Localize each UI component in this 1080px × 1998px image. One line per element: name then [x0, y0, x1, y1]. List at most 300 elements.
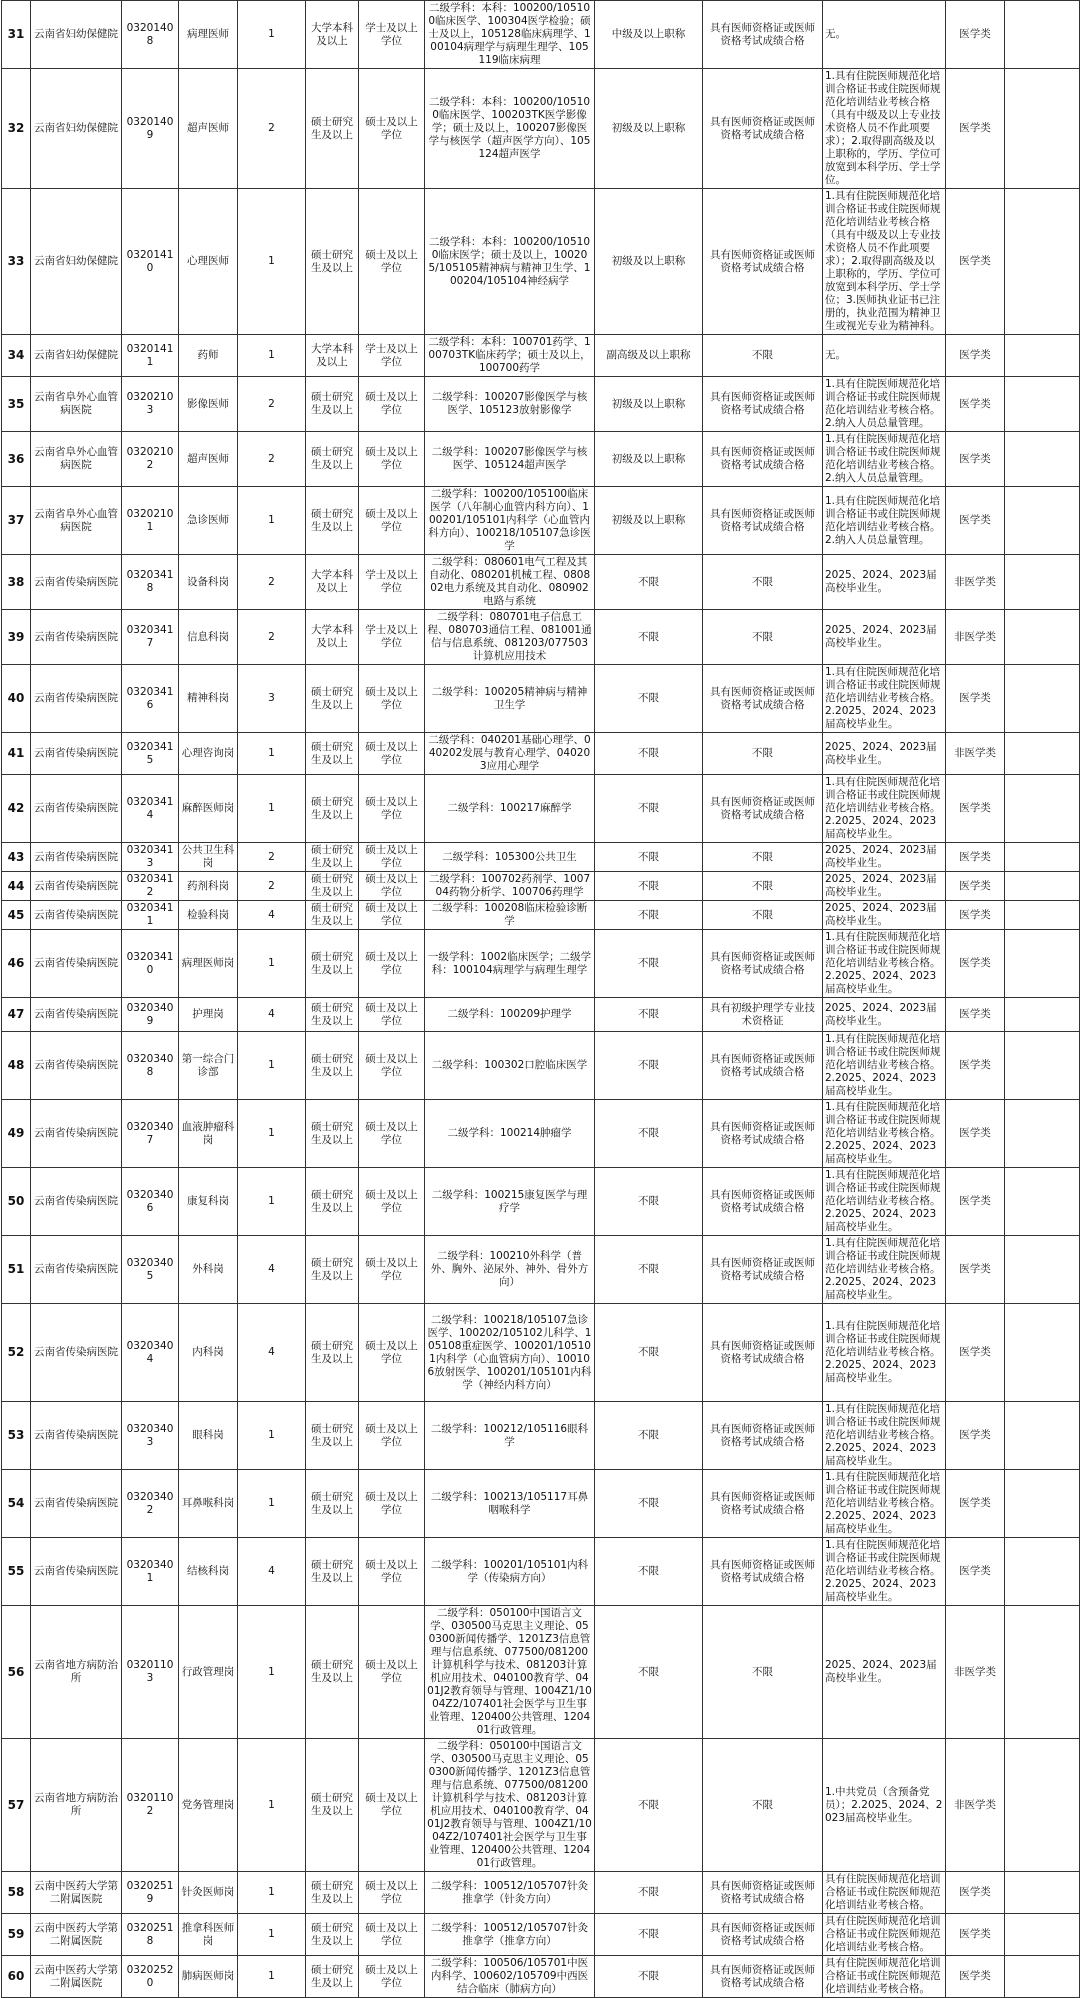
cell-qualification: 具有医师资格证或医师资格考试成绩合格	[703, 69, 823, 189]
cell-title-requirement: 初级及以上职称	[595, 69, 703, 189]
cell-post-code: 03201103	[122, 1606, 179, 1739]
cell-recruit-count: 4	[238, 901, 306, 930]
cell-category: 医学类	[946, 1032, 1005, 1100]
cell-degree: 硕士及以上学位	[359, 1402, 425, 1470]
cell-qualification: 具有医师资格证或医师资格考试成绩合格	[703, 487, 823, 555]
cell-qualification: 不限	[703, 901, 823, 930]
cell-row-number: 44	[2, 872, 31, 901]
cell-post-name: 耳鼻喉科岗	[179, 1470, 238, 1538]
cell-category: 医学类	[946, 487, 1005, 555]
cell-category: 医学类	[946, 901, 1005, 930]
cell-post-name: 康复科岗	[179, 1168, 238, 1236]
cell-row-number: 59	[2, 1914, 31, 1956]
cell-row-number: 60	[2, 1956, 31, 1998]
cell-post-code: 03203401	[122, 1538, 179, 1606]
cell-other-requirement: 1.具有住院医师规范化培训合格证书或住院医师规范化培训结业考核合格。2.2025、2024、2023届高校毕业生。	[823, 1470, 946, 1538]
cell-other-requirement: 2025、2024、2023届高校毕业生。	[823, 843, 946, 872]
cell-other-requirement: 2025、2024、2023届高校毕业生。	[823, 555, 946, 610]
cell-post-name: 内科岗	[179, 1304, 238, 1402]
cell-degree: 学士及以上学位	[359, 335, 425, 377]
table-row	[2, 665, 1080, 733]
cell-title-requirement: 不限	[595, 1872, 703, 1914]
cell-degree: 硕士及以上学位	[359, 487, 425, 555]
cell-qualification: 不限	[703, 843, 823, 872]
cell-major: 二级学科：080601电气工程及其自动化、080201机械工程、080802电力系统及其自动化、080902电路与系统	[425, 555, 595, 610]
cell-post-code: 03203402	[122, 1470, 179, 1538]
cell-remark	[1005, 665, 1080, 733]
cell-unit-name: 云南省妇幼保健院	[31, 335, 122, 377]
cell-education: 大学本科及以上	[306, 610, 359, 665]
cell-row-number: 38	[2, 555, 31, 610]
cell-other-requirement: 1.具有住院医师规范化培训合格证书或住院医师规范化培训结业考核合格。2.纳入人员总量管理。	[823, 377, 946, 432]
table-row	[2, 189, 1080, 335]
cell-post-name: 眼科岗	[179, 1402, 238, 1470]
cell-category: 医学类	[946, 69, 1005, 189]
cell-unit-name: 云南省传染病医院	[31, 1236, 122, 1304]
cell-major: 二级学科：080701电子信息工程、080703通信工程、081001通信与信息系统、081203/077503计算机应用技术	[425, 610, 595, 665]
cell-category: 非医学类	[946, 1739, 1005, 1872]
cell-post-code: 03201411	[122, 335, 179, 377]
cell-remark	[1005, 1606, 1080, 1739]
cell-post-name: 针灸医师岗	[179, 1872, 238, 1914]
cell-recruit-count: 4	[238, 1236, 306, 1304]
cell-degree: 学士及以上学位	[359, 555, 425, 610]
cell-major: 二级学科：100201/105101内科学（传染病方向）	[425, 1538, 595, 1606]
cell-qualification: 具有医师资格证或医师资格考试成绩合格	[703, 1956, 823, 1998]
cell-recruit-count: 4	[238, 1538, 306, 1606]
cell-qualification: 具有医师资格证或医师资格考试成绩合格	[703, 1470, 823, 1538]
cell-education: 硕士研究生及以上	[306, 775, 359, 843]
cell-post-name: 药剂科岗	[179, 872, 238, 901]
cell-row-number: 46	[2, 930, 31, 998]
cell-remark	[1005, 189, 1080, 335]
cell-category: 医学类	[946, 1956, 1005, 1998]
cell-recruit-count: 1	[238, 1956, 306, 1998]
table-row	[2, 1032, 1080, 1100]
cell-major: 二级学科：100702药剂学、100704药物分析学、100706药理学	[425, 872, 595, 901]
cell-other-requirement: 1.具有住院医师规范化培训合格证书或住院医师规范化培训结业考核合格。2.纳入人员总量管理。	[823, 487, 946, 555]
table-row	[2, 1236, 1080, 1304]
cell-post-name: 行政管理岗	[179, 1606, 238, 1739]
cell-major: 二级学科：100207影像医学与核医学、105123放射影像学	[425, 377, 595, 432]
cell-other-requirement: 1.具有住院医师规范化培训合格证书或住院医师规范化培训结业考核合格。2.2025、2024、2023届高校毕业生。	[823, 1538, 946, 1606]
cell-major: 二级学科：100209护理学	[425, 998, 595, 1032]
cell-post-code: 03202519	[122, 1872, 179, 1914]
cell-major: 二级学科：100207影像医学与核医学、105124超声医学	[425, 432, 595, 487]
cell-unit-name: 云南省传染病医院	[31, 1100, 122, 1168]
cell-degree: 硕士及以上学位	[359, 843, 425, 872]
cell-unit-name: 云南中医药大学第二附属医院	[31, 1872, 122, 1914]
cell-title-requirement: 不限	[595, 665, 703, 733]
cell-post-code: 03203410	[122, 930, 179, 998]
cell-education: 硕士研究生及以上	[306, 1470, 359, 1538]
cell-degree: 硕士及以上学位	[359, 1914, 425, 1956]
cell-title-requirement: 不限	[595, 1956, 703, 1998]
cell-qualification: 具有医师资格证或医师资格考试成绩合格	[703, 1402, 823, 1470]
cell-post-name: 设备科岗	[179, 555, 238, 610]
cell-title-requirement: 不限	[595, 930, 703, 998]
cell-recruit-count: 2	[238, 843, 306, 872]
cell-post-code: 03203415	[122, 733, 179, 775]
table-row	[2, 1956, 1080, 1998]
table-row	[2, 432, 1080, 487]
cell-category: 医学类	[946, 1402, 1005, 1470]
cell-major: 二级学科：本科：100200/105100临床医学、100304医学检验；硕士及以上，105128临床病理学、100104病理学与病理生理学、105119临床病理	[425, 1, 595, 69]
cell-row-number: 45	[2, 901, 31, 930]
cell-major: 二级学科：100210外科学（普外、胸外、泌尿外、神外、骨外方向）	[425, 1236, 595, 1304]
cell-education: 硕士研究生及以上	[306, 69, 359, 189]
cell-education: 硕士研究生及以上	[306, 1032, 359, 1100]
cell-post-code: 03203414	[122, 775, 179, 843]
cell-post-name: 信息科岗	[179, 610, 238, 665]
cell-major: 一级学科：1002临床医学；二级学科：100104病理学与病理生理学	[425, 930, 595, 998]
table-row	[2, 930, 1080, 998]
cell-other-requirement: 1.具有住院医师规范化培训合格证书或住院医师规范化培训结业考核合格。2.2025、2024、2023届高校毕业生。	[823, 1304, 946, 1402]
cell-other-requirement: 1.具有住院医师规范化培训合格证书或住院医师规范化培训结业考核合格。2.2025、2024、2023届高校毕业生。	[823, 775, 946, 843]
cell-unit-name: 云南中医药大学第二附属医院	[31, 1956, 122, 1998]
cell-major: 二级学科：本科：100200/105100临床医学；硕士及以上，100205/105105精神病与精神卫生学、100204/105104神经病学	[425, 189, 595, 335]
cell-unit-name: 云南省阜外心血管病医院	[31, 487, 122, 555]
cell-category: 医学类	[946, 665, 1005, 733]
cell-major: 二级学科：本科：100200/105100临床医学、100203TK医学影像学；硕士及以上，100207影像医学与核医学（超声医学方向）、105124超声医学	[425, 69, 595, 189]
cell-row-number: 50	[2, 1168, 31, 1236]
cell-title-requirement: 不限	[595, 1914, 703, 1956]
cell-row-number: 32	[2, 69, 31, 189]
cell-post-code: 03201102	[122, 1739, 179, 1872]
cell-degree: 硕士及以上学位	[359, 872, 425, 901]
cell-qualification: 具有医师资格证或医师资格考试成绩合格	[703, 1100, 823, 1168]
cell-recruit-count: 2	[238, 377, 306, 432]
cell-row-number: 41	[2, 733, 31, 775]
cell-education: 硕士研究生及以上	[306, 1402, 359, 1470]
cell-row-number: 54	[2, 1470, 31, 1538]
cell-major: 二级学科：100512/105707针灸推拿学（针灸方向）	[425, 1872, 595, 1914]
cell-qualification: 不限	[703, 555, 823, 610]
cell-row-number: 43	[2, 843, 31, 872]
cell-post-code: 03203406	[122, 1168, 179, 1236]
cell-row-number: 37	[2, 487, 31, 555]
cell-unit-name: 云南省传染病医院	[31, 1032, 122, 1100]
cell-education: 硕士研究生及以上	[306, 377, 359, 432]
cell-qualification: 具有医师资格证或医师资格考试成绩合格	[703, 1914, 823, 1956]
cell-remark	[1005, 1168, 1080, 1236]
cell-remark	[1005, 377, 1080, 432]
cell-major: 二级学科：105300公共卫生	[425, 843, 595, 872]
cell-title-requirement: 初级及以上职称	[595, 377, 703, 432]
cell-other-requirement: 1.具有住院医师规范化培训合格证书或住院医师规范化培训结业考核合格。2.2025、2024、2023届高校毕业生。	[823, 1032, 946, 1100]
table-row	[2, 1739, 1080, 1872]
cell-title-requirement: 不限	[595, 1402, 703, 1470]
table-row	[2, 487, 1080, 555]
cell-category: 医学类	[946, 1872, 1005, 1914]
cell-education: 硕士研究生及以上	[306, 1914, 359, 1956]
table-row	[2, 872, 1080, 901]
cell-post-code: 03203404	[122, 1304, 179, 1402]
cell-unit-name: 云南省传染病医院	[31, 665, 122, 733]
cell-unit-name: 云南省传染病医院	[31, 555, 122, 610]
cell-recruit-count: 1	[238, 189, 306, 335]
table-row	[2, 1168, 1080, 1236]
cell-post-code: 03203408	[122, 1032, 179, 1100]
cell-remark	[1005, 555, 1080, 610]
cell-remark	[1005, 432, 1080, 487]
cell-qualification: 具有医师资格证或医师资格考试成绩合格	[703, 1236, 823, 1304]
cell-row-number: 49	[2, 1100, 31, 1168]
table-row	[2, 1872, 1080, 1914]
cell-unit-name: 云南省妇幼保健院	[31, 69, 122, 189]
cell-major: 二级学科：100213/105117耳鼻咽喉科学	[425, 1470, 595, 1538]
cell-post-name: 超声医师	[179, 69, 238, 189]
cell-degree: 硕士及以上学位	[359, 775, 425, 843]
cell-title-requirement: 不限	[595, 872, 703, 901]
cell-post-code: 03203405	[122, 1236, 179, 1304]
cell-recruit-count: 1	[238, 487, 306, 555]
cell-education: 硕士研究生及以上	[306, 733, 359, 775]
table-row	[2, 1304, 1080, 1402]
cell-degree: 硕士及以上学位	[359, 69, 425, 189]
cell-post-code: 03202103	[122, 377, 179, 432]
cell-post-code: 03203411	[122, 901, 179, 930]
cell-remark	[1005, 69, 1080, 189]
cell-post-code: 03201410	[122, 189, 179, 335]
cell-recruit-count: 2	[238, 555, 306, 610]
cell-other-requirement: 1.具有住院医师规范化培训合格证书或住院医师规范化培训结业考核合格。2.2025、2024、2023届高校毕业生。	[823, 1402, 946, 1470]
cell-qualification: 不限	[703, 1606, 823, 1739]
cell-education: 硕士研究生及以上	[306, 1956, 359, 1998]
cell-post-code: 03202520	[122, 1956, 179, 1998]
cell-category: 医学类	[946, 1470, 1005, 1538]
cell-major: 二级学科：100200/105100临床医学（八年制心血管内科方向）、100201/105101内科学（心血管内科方向）、100218/105107急诊医学	[425, 487, 595, 555]
cell-remark	[1005, 733, 1080, 775]
cell-title-requirement: 初级及以上职称	[595, 189, 703, 335]
cell-category: 医学类	[946, 1100, 1005, 1168]
cell-qualification: 具有医师资格证或医师资格考试成绩合格	[703, 665, 823, 733]
table-row	[2, 1100, 1080, 1168]
table-row	[2, 843, 1080, 872]
cell-degree: 硕士及以上学位	[359, 1606, 425, 1739]
cell-post-name: 第一综合门诊部	[179, 1032, 238, 1100]
cell-degree: 硕士及以上学位	[359, 1872, 425, 1914]
cell-other-requirement: 1.具有住院医师规范化培训合格证书或住院医师规范化培训结业考核合格。2.纳入人员总量管理。	[823, 432, 946, 487]
cell-category: 医学类	[946, 1168, 1005, 1236]
cell-education: 硕士研究生及以上	[306, 1606, 359, 1739]
cell-title-requirement: 不限	[595, 1236, 703, 1304]
cell-category: 医学类	[946, 775, 1005, 843]
cell-remark	[1005, 901, 1080, 930]
cell-category: 医学类	[946, 377, 1005, 432]
cell-post-code: 03203409	[122, 998, 179, 1032]
cell-post-name: 检验科岗	[179, 901, 238, 930]
cell-post-code: 03201408	[122, 1, 179, 69]
table-row	[2, 69, 1080, 189]
cell-recruit-count: 1	[238, 335, 306, 377]
cell-row-number: 31	[2, 1, 31, 69]
cell-unit-name: 云南省传染病医院	[31, 1470, 122, 1538]
cell-major: 二级学科：100215康复医学与理疗学	[425, 1168, 595, 1236]
cell-recruit-count: 1	[238, 733, 306, 775]
cell-post-code: 03202102	[122, 432, 179, 487]
cell-recruit-count: 2	[238, 432, 306, 487]
cell-education: 硕士研究生及以上	[306, 189, 359, 335]
cell-title-requirement: 不限	[595, 1470, 703, 1538]
table-row	[2, 775, 1080, 843]
cell-title-requirement: 副高级及以上职称	[595, 335, 703, 377]
cell-category: 非医学类	[946, 733, 1005, 775]
cell-qualification: 具有初级护理学专业技术资格证	[703, 998, 823, 1032]
cell-category: 非医学类	[946, 1606, 1005, 1739]
cell-unit-name: 云南中医药大学第二附属医院	[31, 1914, 122, 1956]
cell-education: 大学本科及以上	[306, 335, 359, 377]
cell-post-name: 推拿科医师岗	[179, 1914, 238, 1956]
table-row	[2, 733, 1080, 775]
cell-post-name: 心理医师	[179, 189, 238, 335]
cell-qualification: 具有医师资格证或医师资格考试成绩合格	[703, 1304, 823, 1402]
cell-recruit-count: 2	[238, 610, 306, 665]
cell-major: 二级学科：100212/105116眼科学	[425, 1402, 595, 1470]
cell-remark	[1005, 775, 1080, 843]
cell-row-number: 40	[2, 665, 31, 733]
cell-other-requirement: 2025、2024、2023届高校毕业生。	[823, 998, 946, 1032]
cell-other-requirement: 2025、2024、2023届高校毕业生。	[823, 733, 946, 775]
cell-other-requirement: 1.中共党员（含预备党员）；2.2025、2024、2023届高校毕业生。	[823, 1739, 946, 1872]
cell-degree: 硕士及以上学位	[359, 930, 425, 998]
cell-post-name: 肺病医师岗	[179, 1956, 238, 1998]
cell-qualification: 不限	[703, 610, 823, 665]
table-row	[2, 1606, 1080, 1739]
cell-category: 医学类	[946, 1538, 1005, 1606]
cell-other-requirement: 具有住院医师规范化培训合格证书或住院医师规范化培训结业考核合格。	[823, 1914, 946, 1956]
cell-remark	[1005, 1100, 1080, 1168]
cell-recruit-count: 1	[238, 1606, 306, 1739]
cell-degree: 硕士及以上学位	[359, 733, 425, 775]
cell-degree: 学士及以上学位	[359, 610, 425, 665]
cell-qualification: 不限	[703, 872, 823, 901]
cell-unit-name: 云南省传染病医院	[31, 930, 122, 998]
cell-other-requirement: 1.具有住院医师规范化培训合格证书或住院医师规范化培训结业考核合格（具有中级及以上专业技术资格人员不作此项要求）；2.取得副高级及以上职称的，学历、学位可放宽到本科学历、学士学位。	[823, 69, 946, 189]
cell-education: 硕士研究生及以上	[306, 1304, 359, 1402]
cell-remark	[1005, 1538, 1080, 1606]
cell-degree: 硕士及以上学位	[359, 1236, 425, 1304]
cell-qualification: 具有医师资格证或医师资格考试成绩合格	[703, 1872, 823, 1914]
cell-education: 硕士研究生及以上	[306, 872, 359, 901]
cell-category: 医学类	[946, 930, 1005, 998]
cell-education: 大学本科及以上	[306, 555, 359, 610]
cell-row-number: 51	[2, 1236, 31, 1304]
cell-category: 医学类	[946, 1, 1005, 69]
cell-major: 二级学科：100512/105707针灸推拿学（推拿方向）	[425, 1914, 595, 1956]
cell-recruit-count: 1	[238, 1032, 306, 1100]
cell-recruit-count: 1	[238, 930, 306, 998]
cell-title-requirement: 不限	[595, 998, 703, 1032]
cell-title-requirement: 不限	[595, 1168, 703, 1236]
cell-post-name: 公共卫生科岗	[179, 843, 238, 872]
cell-unit-name: 云南省地方病防治所	[31, 1606, 122, 1739]
cell-remark	[1005, 843, 1080, 872]
cell-remark	[1005, 930, 1080, 998]
cell-remark	[1005, 872, 1080, 901]
cell-major: 二级学科：100208临床检验诊断学	[425, 901, 595, 930]
cell-remark	[1005, 1956, 1080, 1998]
cell-remark	[1005, 998, 1080, 1032]
cell-category: 非医学类	[946, 555, 1005, 610]
cell-unit-name: 云南省传染病医院	[31, 843, 122, 872]
cell-education: 硕士研究生及以上	[306, 901, 359, 930]
cell-qualification: 具有医师资格证或医师资格考试成绩合格	[703, 930, 823, 998]
cell-title-requirement: 中级及以上职称	[595, 1, 703, 69]
cell-post-name: 结核科岗	[179, 1538, 238, 1606]
cell-title-requirement: 不限	[595, 775, 703, 843]
cell-title-requirement: 不限	[595, 610, 703, 665]
cell-recruit-count: 1	[238, 775, 306, 843]
cell-title-requirement: 不限	[595, 733, 703, 775]
cell-category: 医学类	[946, 1914, 1005, 1956]
cell-recruit-count: 2	[238, 69, 306, 189]
cell-major: 二级学科：100218/105107急诊医学、100202/105102儿科学、105108重症医学、100201/105101内科学（心血管病方向）、100106放射医学、100201/105101内科学（神经内科方向）	[425, 1304, 595, 1402]
cell-other-requirement: 具有住院医师规范化培训合格证书或住院医师规范化培训结业考核合格。	[823, 1956, 946, 1998]
cell-row-number: 52	[2, 1304, 31, 1402]
cell-degree: 硕士及以上学位	[359, 1470, 425, 1538]
table-row	[2, 377, 1080, 432]
cell-remark	[1005, 1, 1080, 69]
cell-post-name: 急诊医师	[179, 487, 238, 555]
cell-recruit-count: 1	[238, 1739, 306, 1872]
cell-category: 医学类	[946, 872, 1005, 901]
cell-remark	[1005, 335, 1080, 377]
cell-unit-name: 云南省传染病医院	[31, 1402, 122, 1470]
cell-row-number: 53	[2, 1402, 31, 1470]
cell-education: 硕士研究生及以上	[306, 1538, 359, 1606]
cell-post-code: 03203413	[122, 843, 179, 872]
cell-remark	[1005, 1872, 1080, 1914]
cell-recruit-count: 1	[238, 1, 306, 69]
cell-row-number: 58	[2, 1872, 31, 1914]
cell-recruit-count: 4	[238, 1304, 306, 1402]
cell-qualification: 具有医师资格证或医师资格考试成绩合格	[703, 432, 823, 487]
cell-remark	[1005, 1470, 1080, 1538]
cell-post-name: 护理岗	[179, 998, 238, 1032]
cell-row-number: 57	[2, 1739, 31, 1872]
cell-education: 硕士研究生及以上	[306, 1739, 359, 1872]
cell-education: 硕士研究生及以上	[306, 1100, 359, 1168]
cell-other-requirement: 2025、2024、2023届高校毕业生。	[823, 872, 946, 901]
cell-major: 二级学科：040201基础心理学、040202发展与教育心理学、040203应用心理学	[425, 733, 595, 775]
cell-degree: 硕士及以上学位	[359, 377, 425, 432]
cell-row-number: 39	[2, 610, 31, 665]
cell-recruit-count: 1	[238, 1100, 306, 1168]
cell-unit-name: 云南省妇幼保健院	[31, 189, 122, 335]
cell-title-requirement: 不限	[595, 1606, 703, 1739]
cell-education: 硕士研究生及以上	[306, 930, 359, 998]
cell-other-requirement: 1.具有住院医师规范化培训合格证书或住院医师规范化培训结业考核合格。2.2025、2024、2023届高校毕业生。	[823, 1236, 946, 1304]
cell-education: 硕士研究生及以上	[306, 1872, 359, 1914]
cell-category: 医学类	[946, 335, 1005, 377]
cell-post-name: 党务管理岗	[179, 1739, 238, 1872]
cell-education: 硕士研究生及以上	[306, 843, 359, 872]
cell-education: 硕士研究生及以上	[306, 998, 359, 1032]
cell-row-number: 55	[2, 1538, 31, 1606]
table-row	[2, 1, 1080, 69]
cell-education: 硕士研究生及以上	[306, 487, 359, 555]
cell-qualification: 不限	[703, 335, 823, 377]
cell-post-code: 03203416	[122, 665, 179, 733]
cell-title-requirement: 初级及以上职称	[595, 432, 703, 487]
cell-education: 硕士研究生及以上	[306, 665, 359, 733]
cell-degree: 硕士及以上学位	[359, 1032, 425, 1100]
cell-remark	[1005, 487, 1080, 555]
cell-degree: 硕士及以上学位	[359, 1304, 425, 1402]
cell-degree: 硕士及以上学位	[359, 1956, 425, 1998]
cell-row-number: 47	[2, 998, 31, 1032]
